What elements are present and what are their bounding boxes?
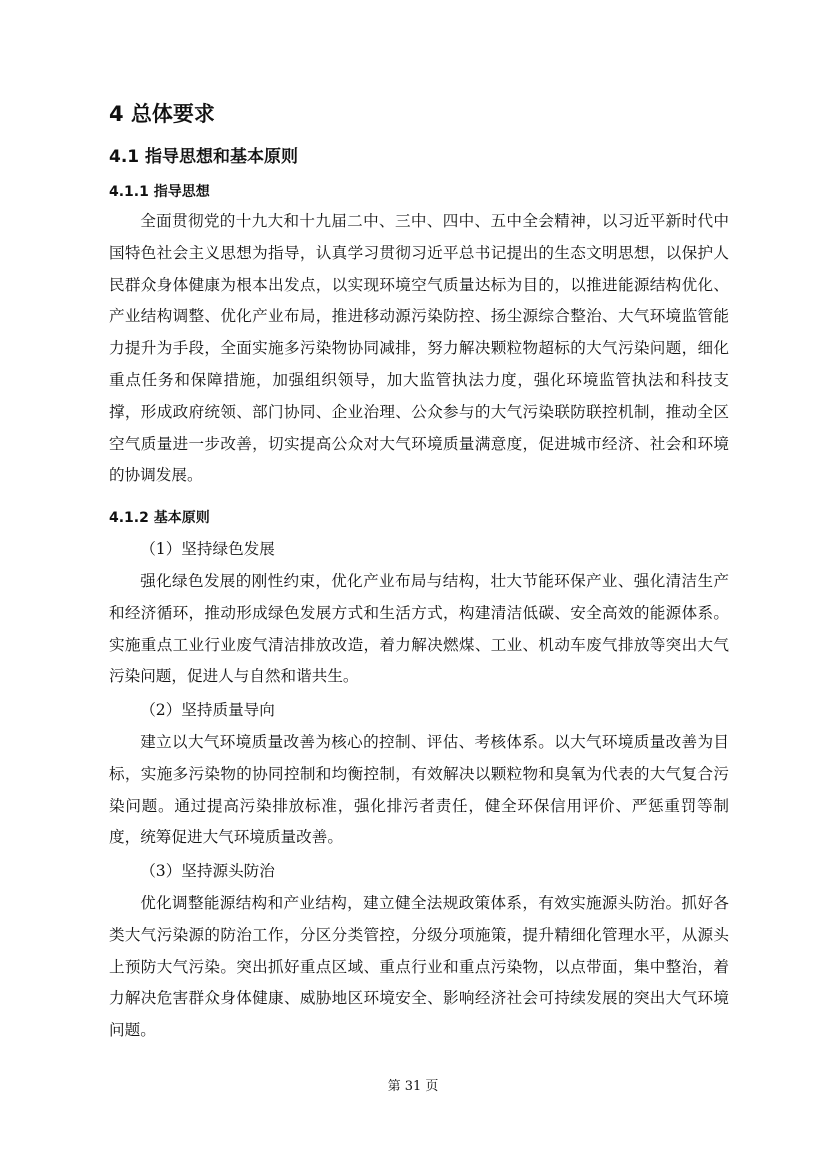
principle-2-paragraph: 建立以大气环境质量改善为核心的控制、评估、考核体系。以大气环境质量改善为目标，实施多污染物的协同控制和均衡控制，有效解决以颗粒物和臭氧为代表的大气复合污染问题。通过提高污染排放标准，强化排污者责任，健全环保信用评价、严惩重罚等制度，统筹促进大气环境质量改善。 (109, 733, 729, 847)
page-number: 第 31 页 (387, 1079, 439, 1094)
principle-3-label: （3）坚持源头防治 (140, 862, 275, 880)
principle-1-label: （1）坚持绿色发展 (140, 540, 275, 558)
guiding-ideology-paragraph: 全面贯彻党的十九大和十九届二中、三中、四中、五中全会精神，以习近平新时代中国特色社会主义思想为指导，认真学习贯彻习近平总书记提出的生态文明思想，以保护人民群众身体健康为根本出发点，以实现环境空气质量达标为目的，以推进能源结构优化、产业结构调整、优化产业布局，推进移动源污染防控、扬尘源综合整治、大气环境监管能力提升为手段，全面实施多污染物协同减排，努力解决颗粒物超标的大气污染问题，细化重点任务和保障措施，加强组织领导，加大监管执法力度，强化环境监管执法和科技支撑，形成政府统领、部门协同、企业治理、公众参与的大气污染联防联控机制，推动全区空气质量进一步改善，切实提高公众对大气环境质量满意度，促进城市经济、社会和环境的协调发展。 (109, 212, 729, 485)
basic-principles-heading: 4.1.2 基本原则 (109, 510, 210, 526)
section-title: 4 总体要求 (109, 102, 215, 126)
principle-1-paragraph: 强化绿色发展的刚性约束，优化产业布局与结构，壮大节能环保产业、强化清洁生产和经济循环，推动形成绿色发展方式和生活方式，构建清洁低碳、安全高效的能源体系。实施重点工业行业废气清洁排放改造，着力解决燃煤、工业、机动车废气排放等突出大气污染问题，促进人与自然和谐共生。 (109, 572, 729, 686)
guiding-ideology-heading: 4.1.1 指导思想 (109, 184, 210, 200)
principle-2-label: （2）坚持质量导向 (140, 701, 275, 719)
subsection-title: 4.1 指导思想和基本原则 (109, 147, 299, 167)
principle-3-paragraph: 优化调整能源结构和产业结构，建立健全法规政策体系，有效实施源头防治。抓好各类大气污染源的防治工作，分区分类管控，分级分项施策，提升精细化管理水平，从源头上预防大气污染。突出抓好重点区域、重点行业和重点污染物，以点带面，集中整治，着力解决危害群众身体健康、威胁地区环境安全、影响经济社会可持续发展的突出大气环境问题。 (109, 894, 729, 1040)
